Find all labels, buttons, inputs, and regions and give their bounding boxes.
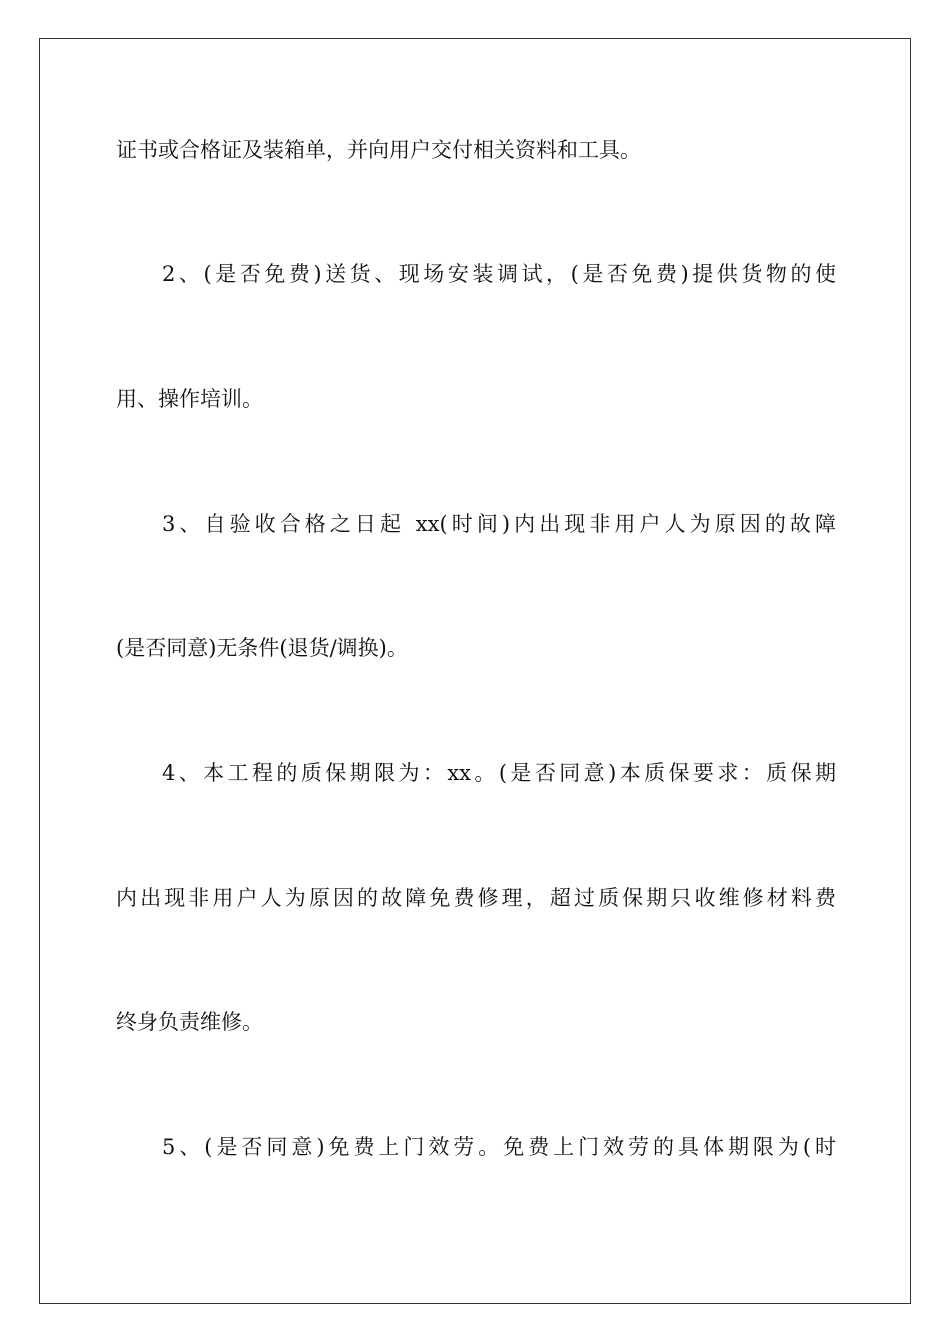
text-line-7: 内出现非用户人为原因的故障免费修理，超过质保期只收维修材料费 — [116, 886, 836, 910]
text-line-6: 4、本工程的质保期限为：xx。(是否同意)本质保要求：质保期 — [162, 761, 836, 785]
text-line-5: (是否同意)无条件(退货/调换)。 — [116, 636, 408, 660]
text-line-1: 证书或合格证及装箱单，并向用户交付相关资料和工具。 — [116, 138, 641, 162]
text-line-8: 终身负责维修。 — [116, 1010, 263, 1034]
text-line-3: 用、操作培训。 — [116, 387, 263, 411]
text-line-4: 3、自验收合格之日起 xx(时间)内出现非用户人为原因的故障 — [162, 512, 836, 536]
page-border — [39, 38, 911, 1304]
text-line-2: 2、(是否免费)送货、现场安装调试，(是否免费)提供货物的使 — [162, 262, 836, 286]
text-line-9: 5、(是否同意)免费上门效劳。免费上门效劳的具体期限为(时 — [162, 1135, 836, 1159]
